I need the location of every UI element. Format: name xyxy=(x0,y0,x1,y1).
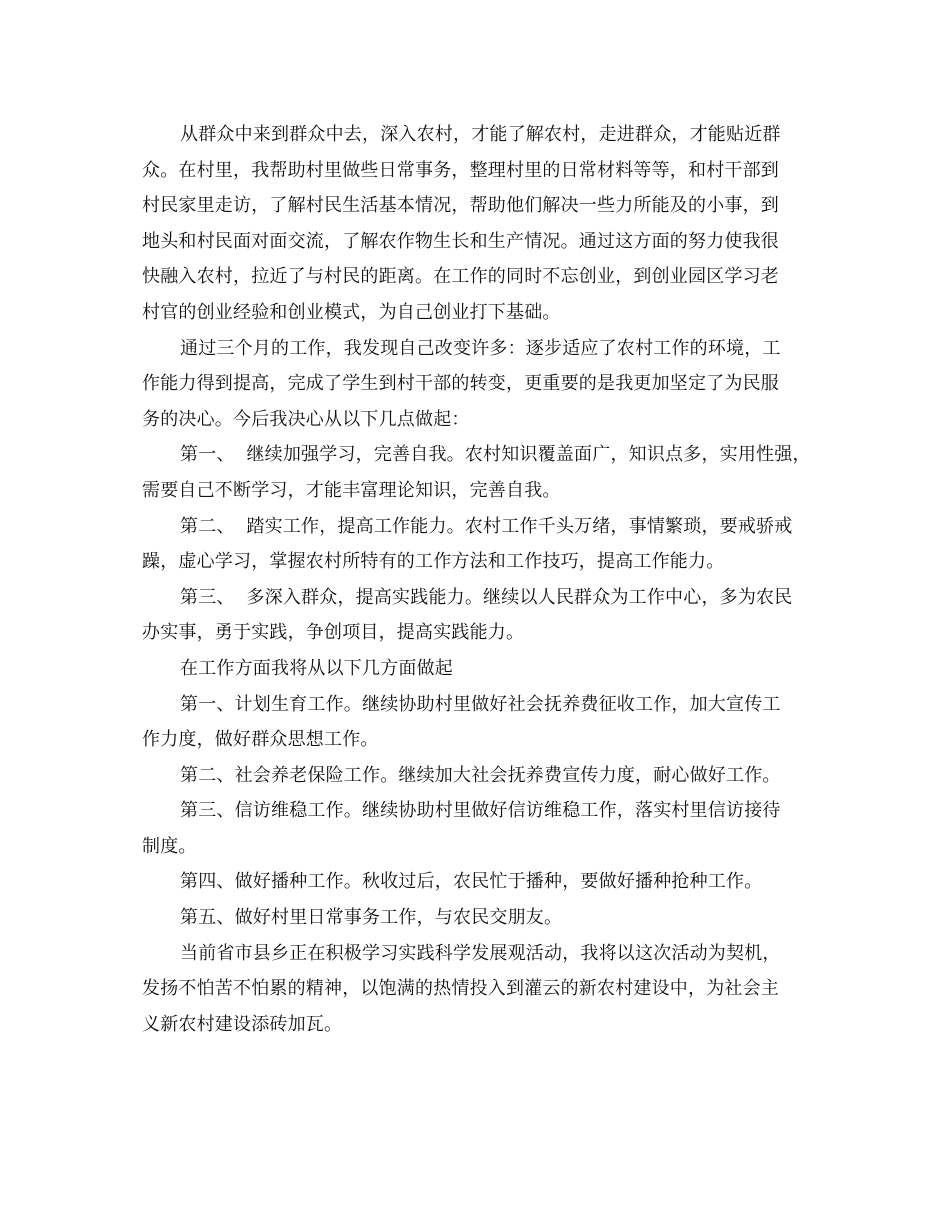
text-line: 第四、做好播种工作。秋收过后，农民忙于播种，要做好播种抢种工作。 xyxy=(180,871,763,893)
text-line: 第三、 多深入群众，提高实践能力。继续以人民群众为工作中心，多为农民 xyxy=(180,586,793,608)
document-body xyxy=(142,117,814,1042)
text-line: 在工作方面我将从以下几方面做起 xyxy=(180,657,453,679)
text-line: 地头和村民面对面交流，了解农作物生长和生产情况。通过这方面的努力使我很 xyxy=(142,230,779,252)
text-line: 制度。 xyxy=(142,835,197,857)
text-line: 村官的创业经验和创业模式，为自己创业打下基础。 xyxy=(142,301,561,323)
text-line: 发扬不怕苦不怕累的精神，以饱满的热情投入到灌云的新农村建设中，为社会主 xyxy=(142,978,779,1000)
text-line: 作能力得到提高，完成了学生到村干部的转变，更重要的是我更加坚定了为民服 xyxy=(142,373,779,395)
text-line: 需要自己不断学习，才能丰富理论知识，完善自我。 xyxy=(142,479,561,501)
text-line: 众。在村里，我帮助村里做些日常事务，整理村里的日常材料等等，和村干部到 xyxy=(142,159,779,181)
text-line: 第二、 踏实工作，提高工作能力。农村工作千头万绪，事情繁琐，要戒骄戒 xyxy=(180,515,793,537)
text-line: 办实事，勇于实践，争创项目，提高实践能力。 xyxy=(142,622,525,644)
text-line: 第一、计划生育工作。继续协助村里做好社会抚养费征收工作，加大宣传工 xyxy=(180,693,781,715)
text-line: 第一、 继续加强学习，完善自我。农村知识覆盖面广，知识点多，实用性强， xyxy=(180,444,811,466)
text-line: 从群众中来到群众中去，深入农村，才能了解农村，走进群众，才能贴近群 xyxy=(180,124,781,145)
text-line: 快融入农村，拉近了与村民的距离。在工作的同时不忘创业，到创业园区学习老 xyxy=(142,266,779,288)
text-line: 当前省市县乡正在积极学习实践科学发展观活动，我将以这次活动为契机， xyxy=(180,942,781,964)
text-line: 作力度，做好群众思想工作。 xyxy=(142,729,379,751)
text-line: 躁，虚心学习，掌握农村所特有的工作方法和工作技巧，提高工作能力。 xyxy=(142,551,725,573)
text-line: 义新农村建设添砖加瓦。 xyxy=(142,1013,343,1035)
text-line: 通过三个月的工作，我发现自己改变许多：逐步适应了农村工作的环境，工 xyxy=(180,337,781,359)
text-line: 村民家里走访，了解村民生活基本情况，帮助他们解决一些力所能及的小事，到 xyxy=(142,195,779,217)
text-line: 务的决心。今后我决心从以下几点做起： xyxy=(142,408,470,430)
text-line: 第五、做好村里日常事务工作，与农民交朋友。 xyxy=(180,907,563,929)
text-line: 第二、社会养老保险工作。继续加大社会抚养费宣传力度，耐心做好工作。 xyxy=(180,764,781,786)
text-line: 第三、信访维稳工作。继续协助村里做好信访维稳工作，落实村里信访接待 xyxy=(180,800,781,822)
